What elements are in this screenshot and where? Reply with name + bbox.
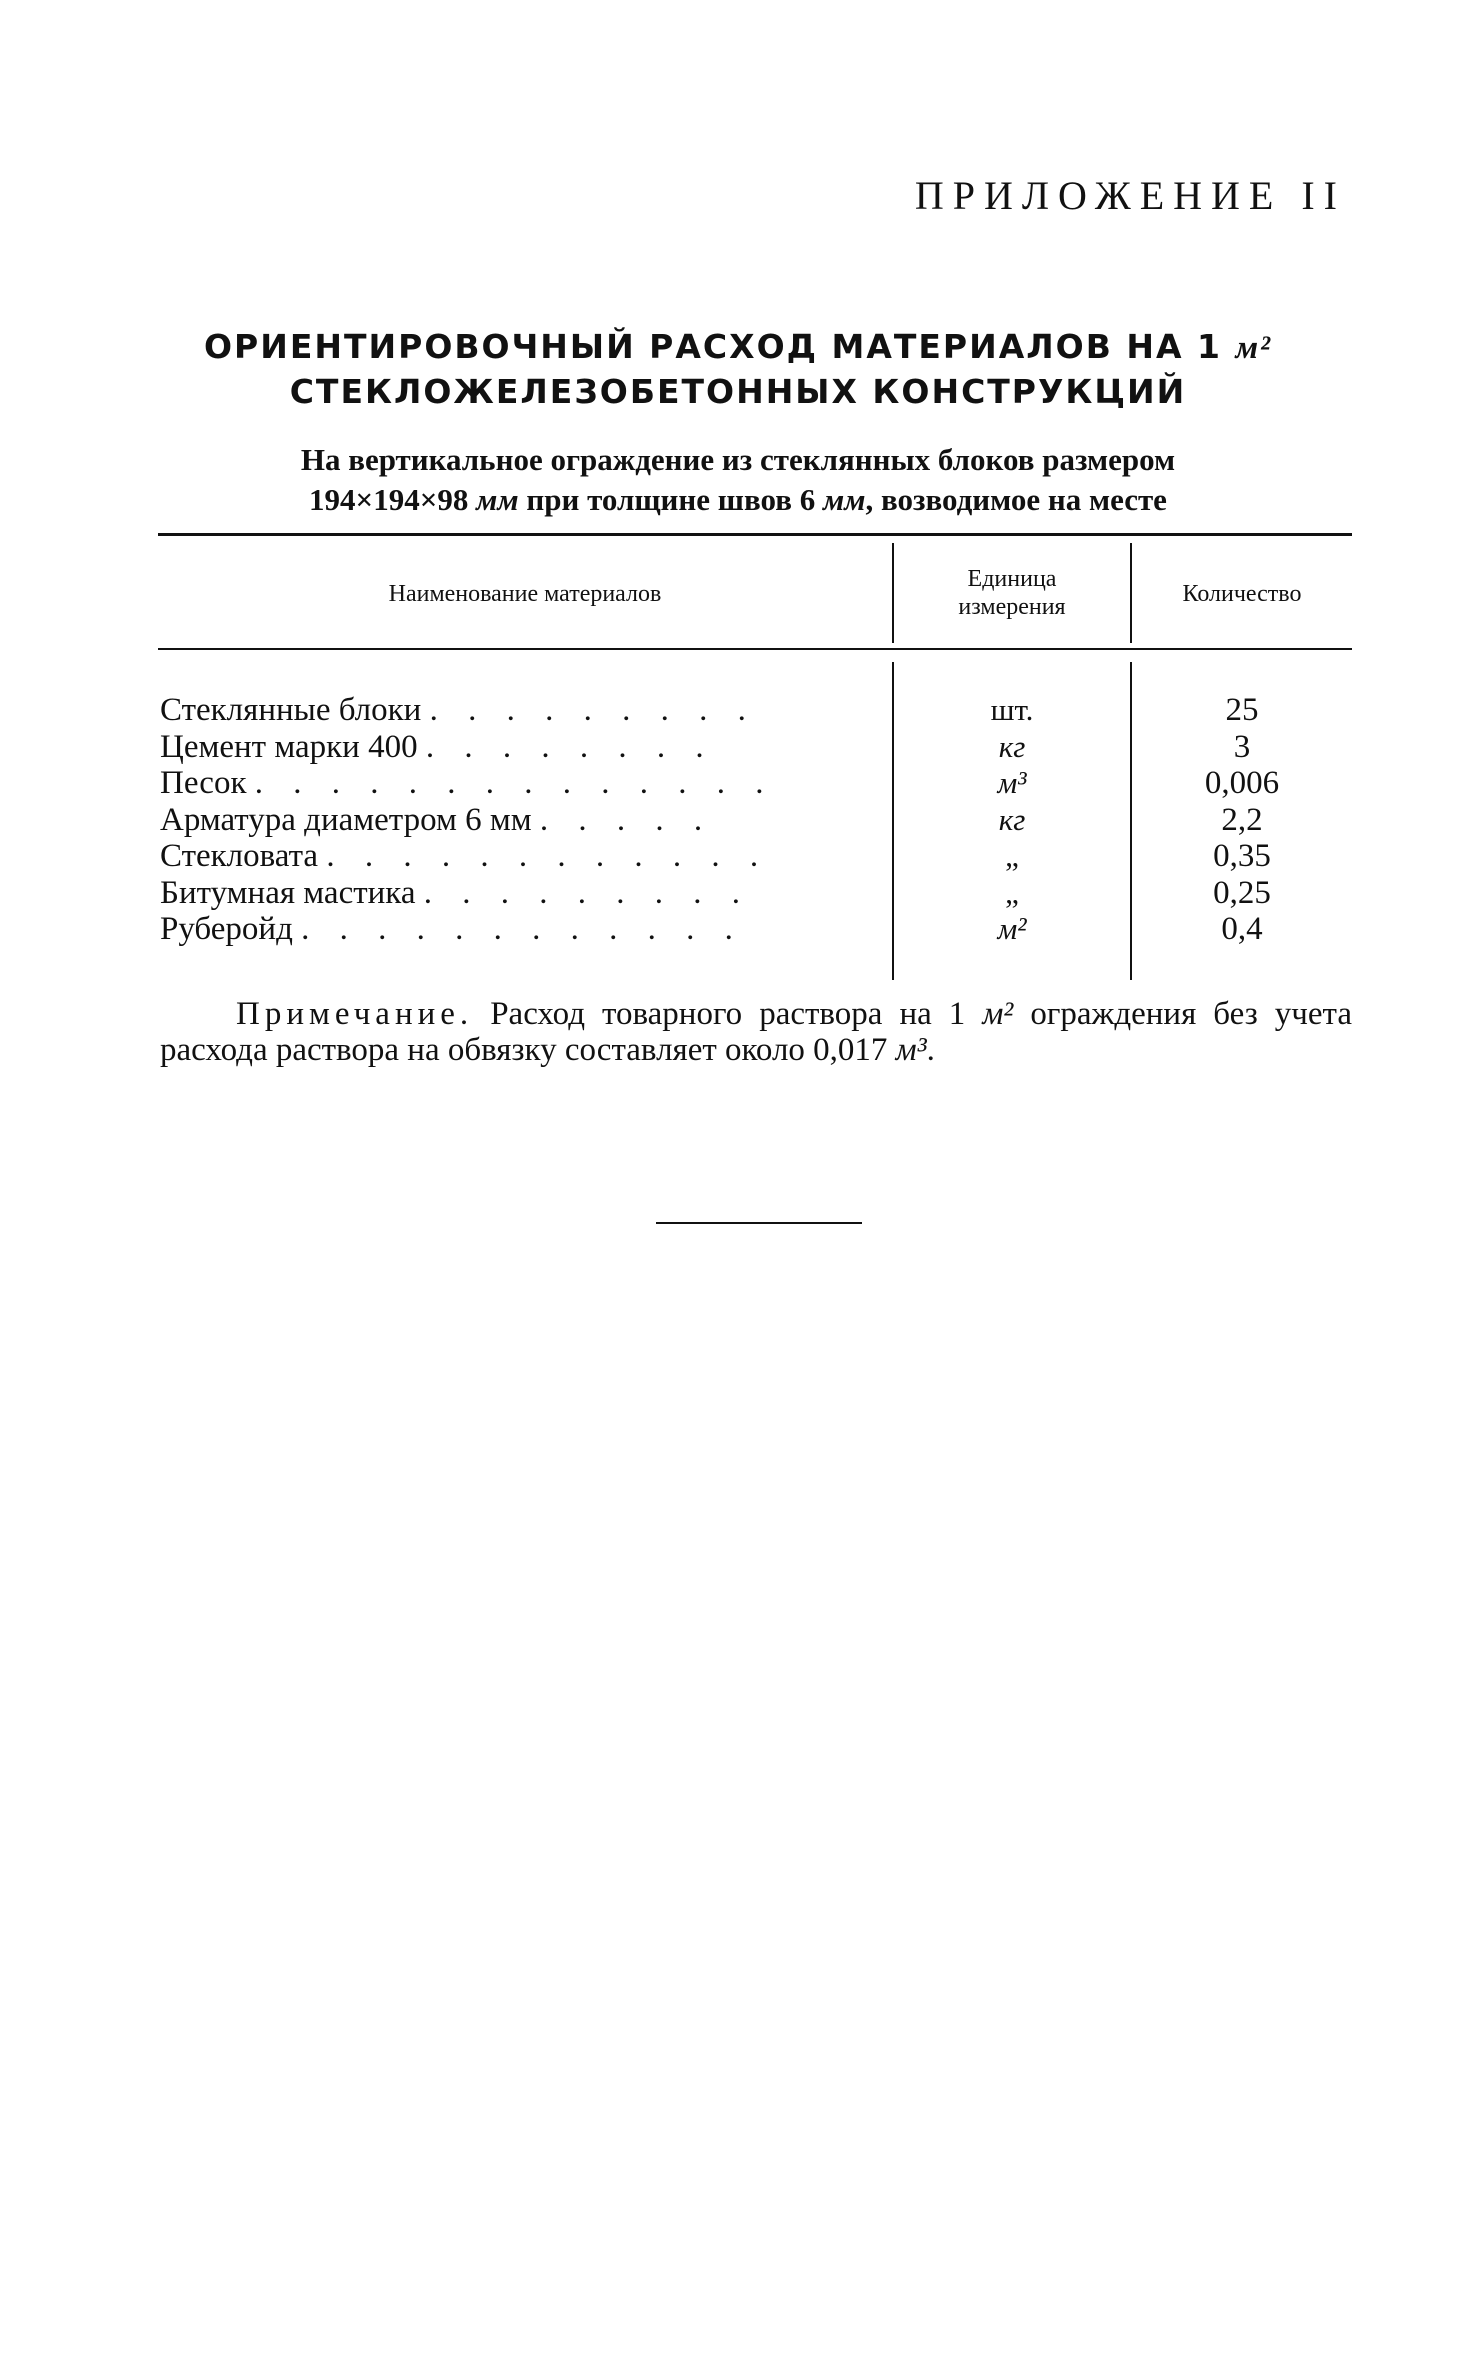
leader-dots: . . . . . . . . . [423, 874, 751, 911]
footnote-unit-b: м³ [895, 1032, 927, 1068]
column-header-unit-line2: измерения [958, 594, 1066, 620]
footnote-label: Примечание. [236, 996, 474, 1032]
leader-dots: . . . . . . . . . . . . [326, 838, 770, 874]
footnote-text-a: Расход товарного раствора на 1 [473, 996, 983, 1032]
material-name: Песок [160, 765, 247, 801]
column-header-unit-line1: Единица [967, 566, 1057, 592]
leader-dots: . . . . . . . . . [429, 692, 757, 728]
table-header-rule [158, 648, 1352, 650]
leader-dots: . . . . . . . . [425, 728, 715, 765]
page-title-line1 [0, 327, 1476, 367]
column-header-quantity: Количество [1182, 581, 1302, 607]
table-row [160, 802, 1352, 839]
footnote-text-c: . [926, 1032, 935, 1068]
table-row [160, 692, 1352, 729]
quantity-cell: 0,4 [1221, 911, 1263, 947]
unit-cell: кг [998, 801, 1026, 837]
table-top-rule [158, 533, 1352, 536]
leader-dots: . . . . . . . . . . . . . . [254, 765, 775, 801]
subtitle-text-b: при толщине швов 6 [518, 482, 823, 517]
subtitle-line2 [0, 482, 1476, 518]
unit-cell: м² [997, 911, 1027, 946]
table-row [160, 838, 1352, 875]
leader-dots: . . . . . . . . . . . . [301, 911, 744, 947]
material-name: Битумная мастика [160, 874, 416, 911]
quantity-cell: 3 [1233, 728, 1251, 765]
material-name-cell [160, 692, 884, 728]
material-name: Руберойд [160, 911, 293, 947]
material-name: Арматура диаметром 6 мм [160, 801, 532, 838]
unit-cell: кг [998, 728, 1026, 764]
table-row [160, 911, 1352, 948]
title-unit: м² [1235, 330, 1272, 366]
end-rule [656, 1222, 862, 1224]
quantity-cell: 0,006 [1204, 765, 1280, 801]
quantity-cell: 25 [1225, 692, 1259, 728]
material-name: Стекловата [160, 838, 319, 874]
unit-cell: шт. [990, 692, 1034, 727]
title-text: ОРИЕНТИРОВОЧНЫЙ РАСХОД МАТЕРИАЛОВ НА 1 [204, 327, 1236, 366]
page-title-line2: СТЕКЛОЖЕЛЕЗОБЕТОННЫХ КОНСТРУКЦИЙ [289, 372, 1187, 411]
unit-cell: „ [1005, 874, 1019, 910]
footnote-text-b: ограждения без учета расхода раствора на обвязку составляет около 0,017 [160, 996, 1352, 1068]
material-name-cell [160, 802, 884, 838]
quantity-cell: 2,2 [1221, 801, 1263, 838]
material-name: Цемент марки 400 [160, 728, 418, 765]
unit-cell: м³ [997, 765, 1027, 800]
quantity-cell: 0,25 [1213, 874, 1271, 911]
material-name-cell [160, 729, 884, 765]
subtitle-line1: На вертикальное ограждение из стеклянных блоков размером [300, 442, 1176, 477]
table-row [160, 765, 1352, 802]
unit-cell: „ [1005, 838, 1019, 873]
appendix-label: ПРИЛОЖЕНИЕ II [914, 173, 1346, 218]
material-name-cell [160, 838, 884, 874]
material-name: Стеклянные блоки [160, 692, 422, 728]
material-name-cell [160, 875, 884, 911]
leader-dots: . . . . . [539, 801, 714, 838]
column-header-name: Наименование материалов [388, 581, 662, 607]
subtitle-dimensions: 194×194×98 [309, 482, 477, 517]
table-row [160, 729, 1352, 766]
footnote-unit-a: м² [982, 996, 1014, 1032]
footnote [160, 996, 1352, 1068]
subtitle-text-c: , возводимое на месте [865, 482, 1167, 517]
material-name-cell [160, 911, 884, 947]
quantity-cell: 0,35 [1213, 838, 1271, 874]
subtitle-unit-1: мм [476, 482, 519, 517]
material-name-cell [160, 765, 884, 801]
column-header-unit [894, 565, 1130, 621]
subtitle-unit-2: мм [822, 482, 866, 517]
materials-table-body [160, 692, 1352, 948]
table-row [160, 875, 1352, 912]
footnote-paragraph [160, 996, 1352, 1068]
